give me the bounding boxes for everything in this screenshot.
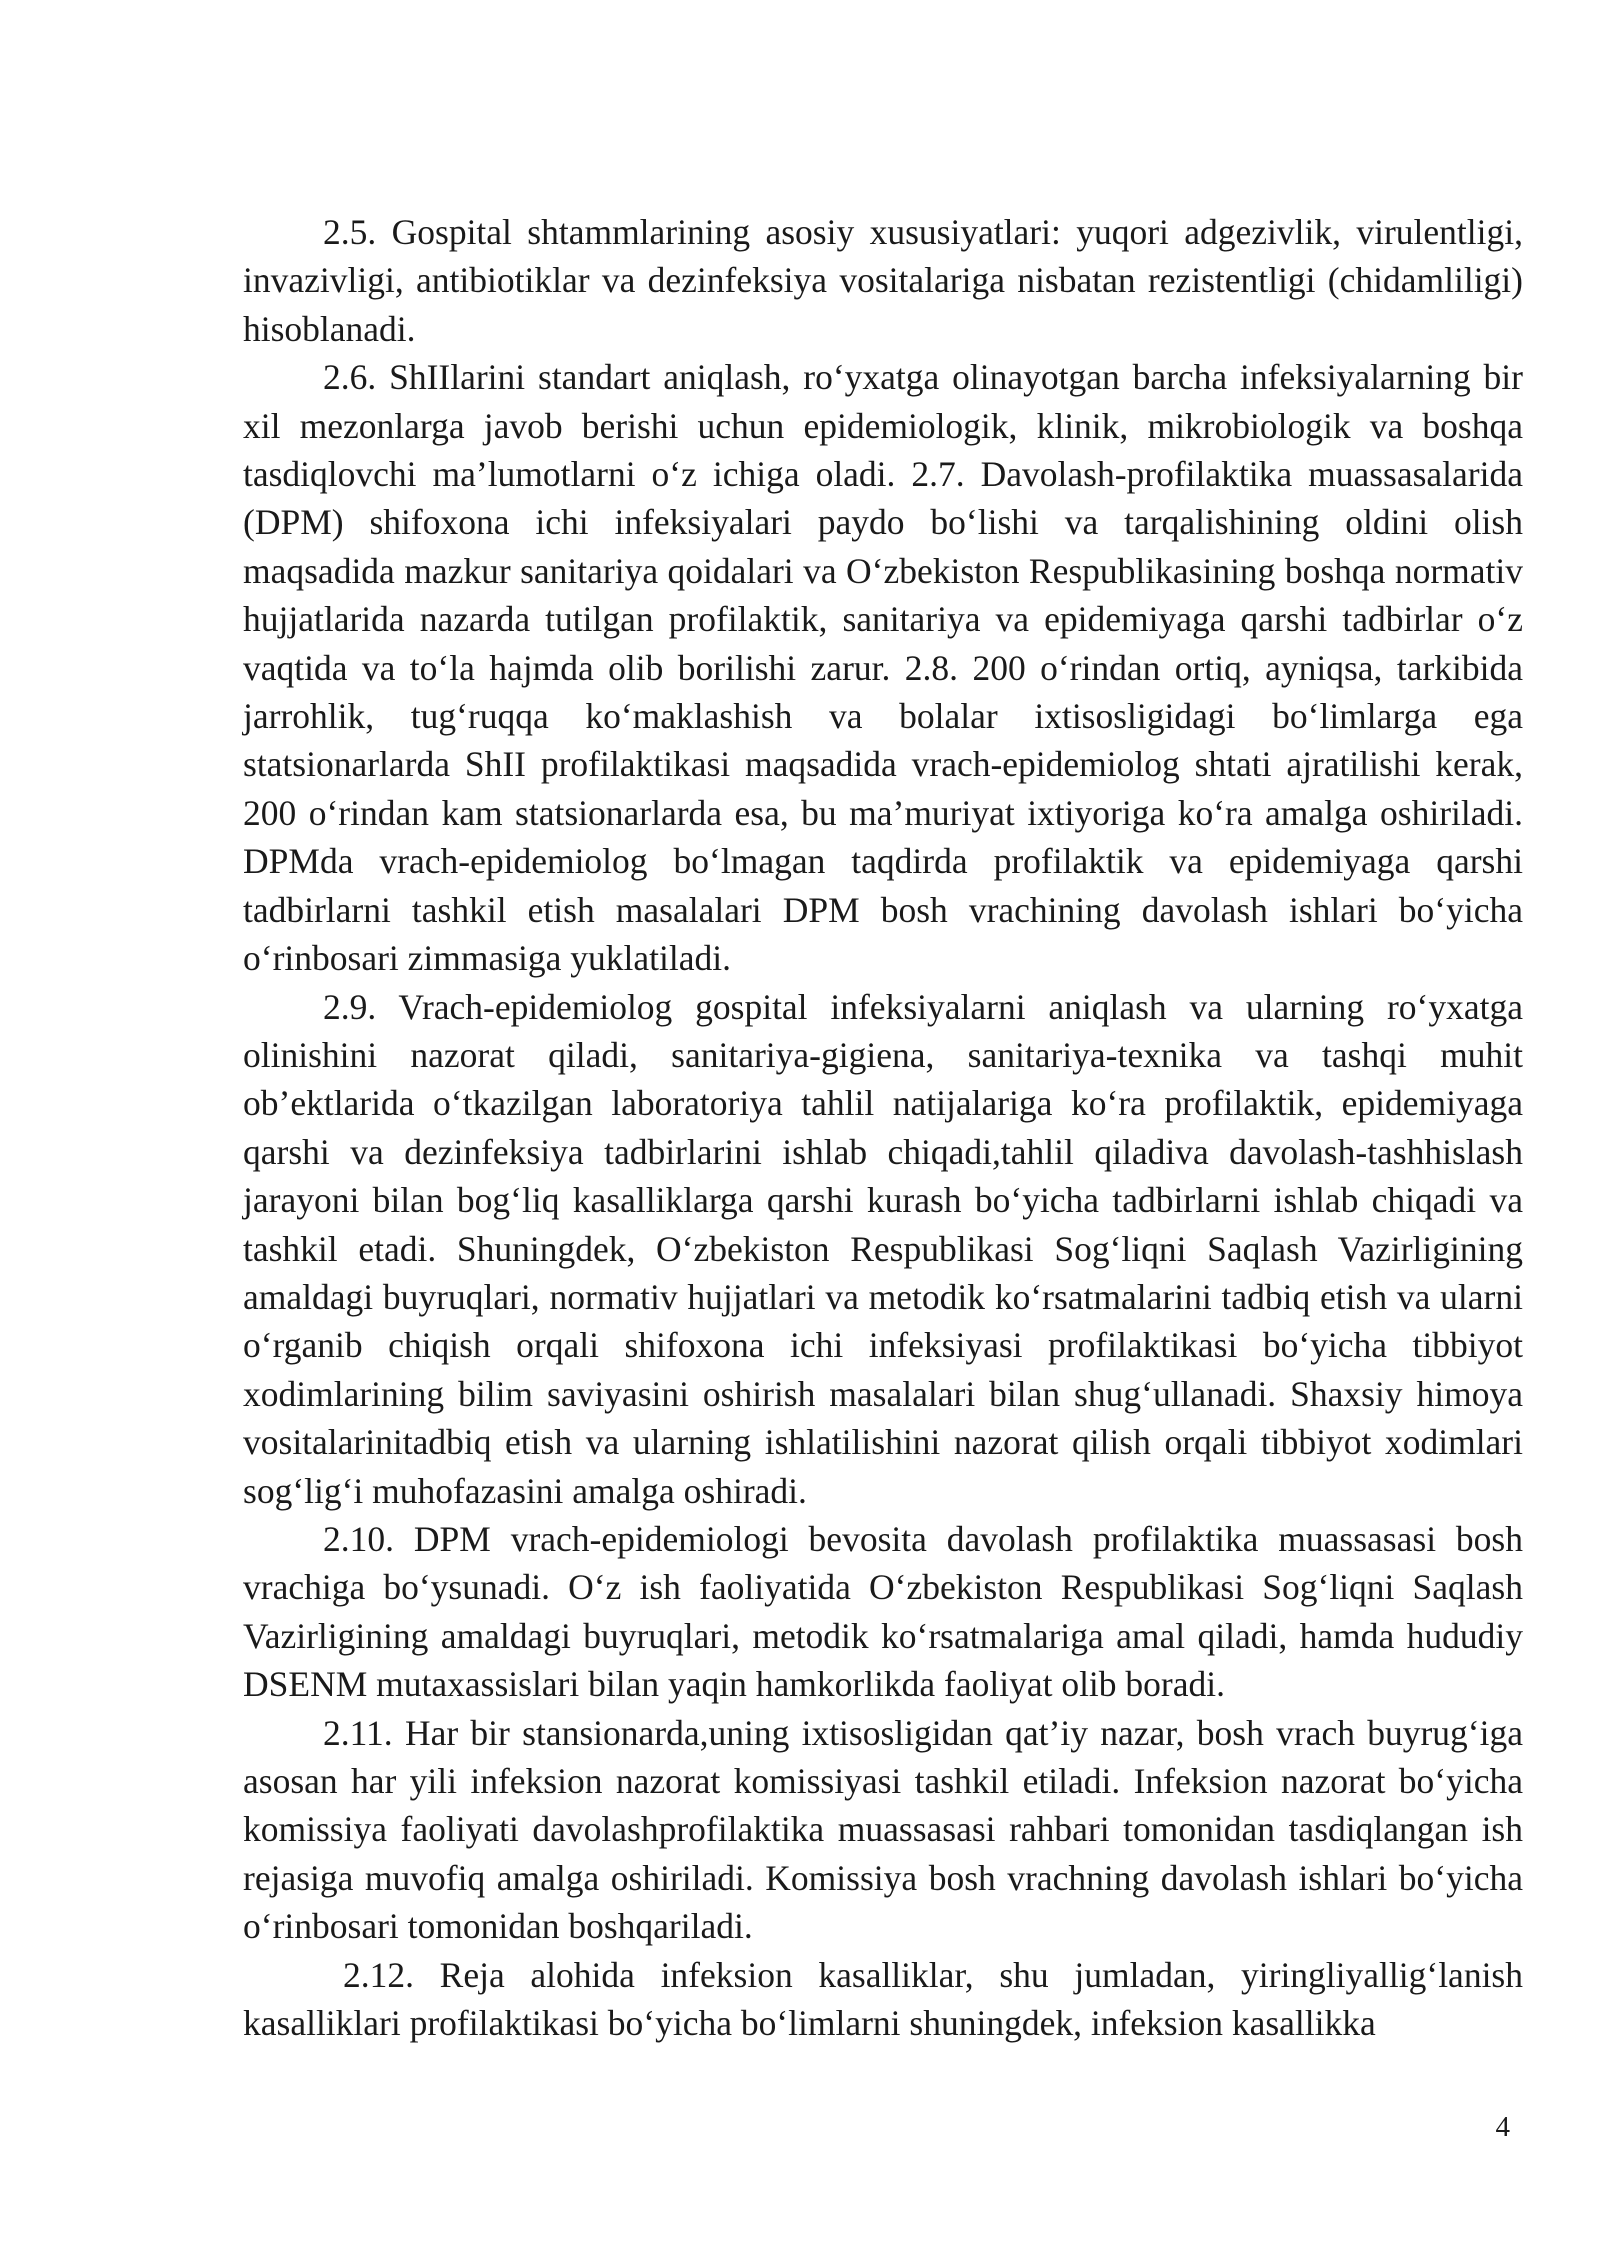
paragraph-2-9: 2.9. Vrach-epidemiolog gospital infeksiyalarni aniqlash va ularning ro‘yxatga olinishini nazorat qiladi, sanitariya-gigiena, sanitariya-texnika va tashqi muhit ob’ektlarida o‘tkazilgan laboratoriya tahlil natijalariga ko‘ra profilaktik, epidemiyaga qarshi va dezinfeksiya tadbirlarini ishlab chiqadi,tahlil qiladiva davolash-tashhislash jarayoni bilan bog‘liq kasalliklarga qarshi kurash bo‘yicha tadbirlarni ishlab chiqadi va tashkil etadi. Shuningdek, O‘zbekiston Respublikasi Sog‘liqni Saqlash Vazirligining amaldagi buyruqlari, normativ hujjatlari va metodik ko‘rsatmalarini tadbiq etish va ularni o‘rganib chiqish orqali shifoxona ichi infeksiyasi profilaktikasi bo‘yicha tibbiyot xodimlarining bilim saviyasini oshirish masalalari bilan shug‘ullanadi. Shaxsiy himoya vositalarinitadbiq etish va ularning ishlatilishini nazorat qilish orqali tibbiyot xodimlari sog‘lig‘i muhofazasini amalga oshiradi. — [243, 986, 1523, 1511]
paragraph-2-10: 2.10. DPM vrach-epidemiologi bevosita davolash profilaktika muassasasi bosh vrachiga bo‘ysunadi. O‘z ish faoliyatida O‘zbekiston Respublikasi Sog‘liqni Saqlash Vazirligining amaldagi buyruqlari, metodik ko‘rsatmalariga amal qiladi, hamda hududiy DSENM mutaxassislari bilan yaqin hamkorlikda faoliyat olib boradi. — [243, 1518, 1523, 1705]
paragraph-2-12: 2.12. Reja alohida infeksion kasalliklar, shu jumladan, yiringliyallig‘lanish kasalliklari profilaktikasi bo‘yicha bo‘limlarni shuningdek, infeksion kasallikka — [243, 1954, 1523, 2044]
document-page — [243, 208, 1523, 2047]
paragraph-2-11: 2.11. Har bir stansionarda,uning ixtisosligidan qat’iy nazar, bosh vrach buyrug‘iga asosan har yili infeksion nazorat komissiyasi tashkil etiladi. Infeksion nazorat bo‘yicha komissiya faoliyati davolashprofilaktika muassasasi rahbari tomonidan tasdiqlangan ish rejasiga muvofiq amalga oshiriladi. Komissiya bosh vrachning davolash ishlari bo‘yicha o‘rinbosari tomonidan boshqariladi. — [243, 1712, 1523, 1947]
paragraph-2-5: 2.5. Gospital shtammlarining asosiy xususiyatlari: yuqori adgezivlik, virulentligi, invazivligi, antibiotiklar va dezinfeksiya vositalariga nisbatan rezistentligi (chidamliligi) hisoblanadi. — [243, 212, 1523, 349]
page-number: 4 — [1495, 2111, 1510, 2143]
paragraph-2-6: 2.6. ShIIlarini standart aniqlash, ro‘yxatga olinayotgan barcha infeksiyalarning bir xil mezonlarga javob berishi uchun epidemiologik, klinik, mikrobiologik va boshqa tasdiqlovchi ma’lumotlarni o‘z ichiga oladi. 2.7. Davolash-profilaktika muassasalarida (DPM) shifoxona ichi infeksiyalari paydo bo‘lishi va tarqalishining oldini olish maqsadida mazkur sanitariya qoidalari va O‘zbekiston Respublikasining boshqa normativ hujjatlarida nazarda tutilgan profilaktik, sanitariya va epidemiyaga qarshi tadbirlar o‘z vaqtida va to‘la hajmda olib borilishi zarur. 2.8. 200 o‘rindan ortiq, ayniqsa, tarkibida jarrohlik, tug‘ruqqa ko‘maklashish va bolalar ixtisosligidagi bo‘limlarga ega statsionarlarda ShII profilaktikasi maqsadida vrach-epidemiolog shtati ajratilishi kerak, 200 o‘rindan kam statsionarlarda esa, bu ma’muriyat ixtiyoriga ko‘ra amalga oshiriladi. DPMda vrach-epidemiolog bo‘lmagan taqdirda profilaktik va epidemiyaga qarshi tadbirlarni tashkil etish masalalari DPM bosh vrachining davolash ishlari bo‘yicha o‘rinbosari zimmasiga yuklatiladi. — [243, 357, 1523, 979]
